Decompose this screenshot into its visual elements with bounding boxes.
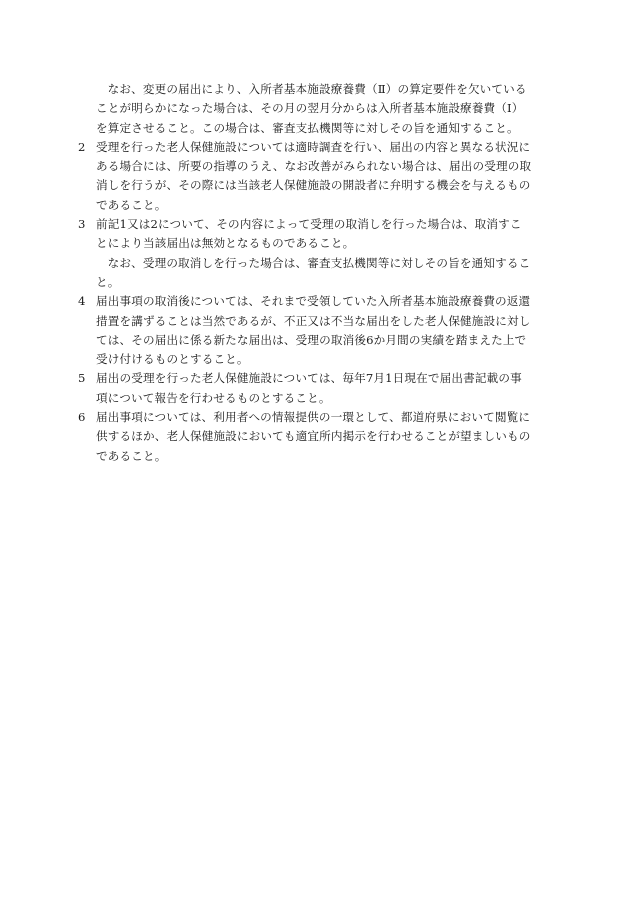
item-number: 4: [78, 294, 86, 309]
intro-paragraph: なお、変更の届出により、入所者基本施設療養費（Ⅱ）の算定要件を欠いていることが明らかになった場合は、その月の翌月分からは入所者基本施設療養費（Ⅰ）を算定させること。この場合は、審査支払機関等に対しその旨を通知すること。: [96, 82, 527, 135]
item-number: 2: [78, 139, 86, 154]
list-item-3: [78, 215, 532, 292]
item-text: 届出事項については、利用者への情報提供の一環として、都道府県において閲覧に供するほか、老人保健施設においても適宜所内掲示を行わせることが望ましいものであること。: [96, 410, 531, 463]
item-text: 前記1又は2について、その内容によって受理の取消しを行った場合は、取消すことにより当該届出は無効となるものであること。: [96, 217, 522, 251]
item-number: 5: [78, 371, 86, 386]
item-note: なお、受理の取消しを行った場合は、審査支払機関等に対しその旨を通知すること。: [96, 255, 531, 289]
item-number: 3: [78, 217, 86, 232]
list-item-2: [78, 138, 532, 215]
item-text: 受理を行った老人保健施設については適時調査を行い、届出の内容と異なる状況にある場合には、所要の指導のうえ、なお改善がみられない場合は、届出の受理の取消しを行うが、その際には当該老人保健施設の開設者に弁明する機会を与えるものであること。: [96, 139, 532, 212]
item-number: 6: [78, 410, 86, 425]
list-item-5: [78, 369, 532, 408]
list-item-6: [78, 408, 532, 466]
item-text: 届出の受理を行った老人保健施設については、毎年7月1日現在で届出書記載の事項について報告を行わせるものとすること。: [96, 371, 522, 405]
document-body: [78, 80, 532, 466]
item-text: 届出事項の取消後については、それまで受領していた入所者基本施設療養費の返還措置を講ずることは当然であるが、不正又は不当な届出をした老人保健施設に対しては、その届出に係る新たな届出は、受理の取消後6か月間の実績を踏まえた上で受け付けるものとすること。: [96, 294, 531, 367]
list-item-4: [78, 292, 532, 369]
